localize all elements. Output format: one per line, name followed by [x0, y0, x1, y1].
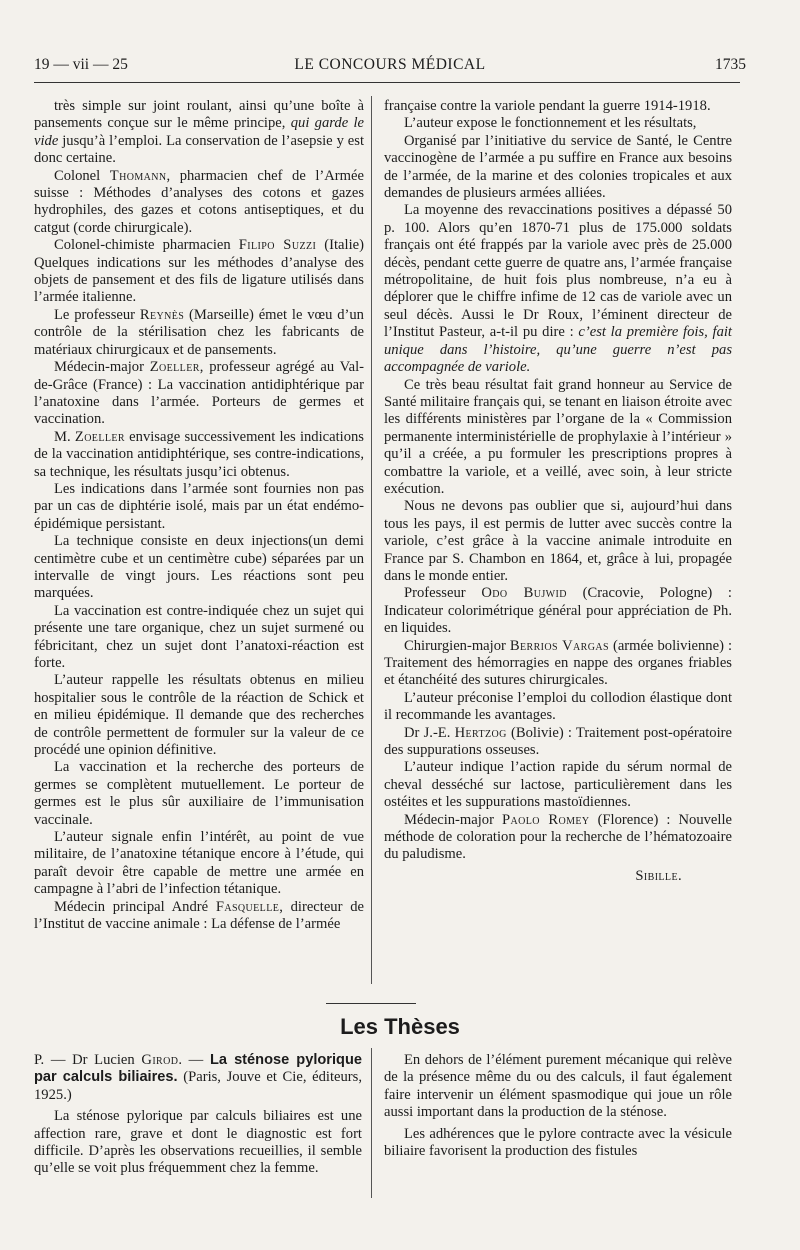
paragraph	[34, 672, 364, 759]
paragraph	[384, 115, 732, 132]
paragraph-text: L’auteur signale enfin l’intérêt, au point de vue militaire, de l’anatoxine tétanique encore à l’étude, qui paraît devoir être capable de mettre une armée en campagne à l’abri de l’infection tétanique.	[34, 829, 364, 898]
thesis-publisher: (Paris, Jouve et Cie, éditeurs, 1925.)	[34, 1069, 362, 1103]
paragraph-text: L’auteur rappelle les résultats obtenus en milieu hospitalier sous le contrôle de la réaction de Schick et en milieu épidémique. Il demande que des recherches de contrôle permettent de formuler sur la valeur de ce procédé une opinion définitive.	[34, 672, 364, 759]
thesis-dash: . —	[178, 1052, 210, 1068]
paragraph-text: L’auteur préconise l’emploi du collodion élastique dont il recommande les avantages.	[384, 689, 732, 724]
paragraph	[34, 759, 364, 829]
paragraph-text: L’auteur expose le fonctionnement et les résultats,	[404, 115, 697, 132]
paragraph-text: (Florence) : Nouvelle méthode de coloration pour la recherche de l’hématozoaire du paludisme.	[384, 811, 732, 863]
paragraph-text: , professeur agrégé au Val-de-Grâce (France) : La vaccination antidiphtérique par l’anatoxine dans l’armée. Porteurs de germes et vaccination.	[34, 359, 364, 428]
paragraph-prefix: Médecin-major	[404, 811, 503, 828]
paragraph-prefix: Colonel-chimiste pharmacien	[54, 237, 239, 254]
paragraph-text: L’auteur indique l’action rapide du sérum normal de cheval desséché sur lactose, particulièrement dans les ostéites et les suppurations mastoïdiennes.	[384, 759, 732, 811]
page-number: 1735	[715, 56, 746, 73]
paragraph	[34, 481, 364, 533]
paragraph-text: (Cracovie, Pologne) : Indicateur colorimétrique général pour appréciation de Ph. en liquides.	[384, 585, 732, 637]
theses-column-divider	[371, 1048, 372, 1198]
header-rule	[34, 82, 740, 83]
issue-date: 19 — vii — 25	[34, 56, 128, 73]
column-divider	[371, 96, 372, 984]
paragraph	[34, 359, 364, 429]
paragraph-prefix: M.	[54, 428, 75, 445]
theses-left-column	[34, 1052, 362, 1178]
running-header	[34, 56, 746, 82]
paragraph-prefix: Dr J.-E.	[404, 724, 455, 741]
author-name: Reynès	[139, 306, 185, 323]
author-name: Paolo Romey	[502, 811, 590, 828]
section-title: Les Thèses	[340, 1014, 460, 1039]
paragraph-text: envisage successivement les indications de la vaccination antidiphtérique, ses contre-indications, sa technique, les résultats jusqu’ici obtenus.	[34, 428, 364, 480]
paragraph-text: (Italie) Quelques indications sur les méthodes d’analyse des objets de pansement et des fils de ligature utilisés dans l’armée italienne.	[34, 237, 364, 306]
paragraph-text: jusqu’à l’emploi. La conservation de l’asepsie y est donc certaine.	[34, 132, 364, 167]
author-name: Zoeller	[149, 359, 200, 376]
paragraph-prefix: Médecin-major	[54, 359, 150, 376]
paragraph	[34, 429, 364, 481]
thesis-paragraph: La sténose pylorique par calculs biliaires est une affection rare, grave et dont le diagnostic est fort difficile. D’après les observations recueillies, il semble qu’elle se voit plus fréquemment chez la femme.	[34, 1108, 362, 1177]
author-name: Hertzog	[454, 724, 507, 741]
paragraph	[34, 899, 364, 934]
italic-text: c’est la première fois, fait unique dans l’histoire, qu’une guerre n’est pas accompagnée de variole.	[384, 324, 732, 376]
paragraph	[384, 133, 732, 203]
paragraph-prefix: Le professeur	[54, 306, 140, 323]
author-name: Zoeller	[74, 428, 125, 445]
paragraph	[384, 725, 732, 760]
paragraph	[34, 237, 364, 307]
author-name: Berrios Vargas	[509, 637, 609, 654]
paragraph	[34, 168, 364, 238]
paragraph	[384, 585, 732, 637]
paragraph-prefix: Professeur	[404, 585, 482, 602]
paragraph-text: Organisé par l’initiative du service de Santé, le Centre vaccinogène de l’armée a pu suffire en France aux besoins de l’armée, de la marine et des colonies tropicales et aux demandes de plusieurs armées alliées.	[384, 132, 732, 202]
theses-right-column	[384, 1052, 732, 1160]
paragraph-text: (Bolivie) : Traitement post-opératoire des suppurations osseuses.	[384, 724, 732, 759]
thesis-paragraph: En dehors de l’élément purement mécanique qui relève de la présence même du ou des calculs, il faut également faire intervenir un élément spasmodique qui joue un rôle aussi important dans la production de la sténose.	[384, 1052, 732, 1121]
paragraph	[34, 98, 364, 168]
section-rule	[326, 1003, 416, 1004]
paragraph-text: très simple sur joint roulant, ainsi qu’une boîte à pansements conçue sur le même principe,	[34, 98, 364, 132]
author-name: Odo Bujwid	[481, 585, 567, 602]
signature: Sibille.	[635, 867, 682, 884]
paragraph-text: (Marseille) émet le vœu d’un contrôle de la stérilisation chez les fabricants de matériaux chirurgicaux et de pansements.	[34, 306, 364, 358]
paragraph-text: (armée bolivienne) : Traitement des hémorragies en nappe des organes friables et étanchéité des sutures chirurgicales.	[384, 637, 732, 689]
paragraph	[384, 690, 732, 725]
paragraph-text: Les indications dans l’armée sont fournies non pas par un cas de diphtérie isolé, mais par un état endémo-épidémique persistant.	[34, 480, 364, 532]
paragraph-text: Ce très beau résultat fait grand honneur au Service de Santé militaire français qui, se tenant en liaison étroite avec les différents ministères par l’organe de la « Commission permanente interministérielle de prophylaxie à l’intérieur » qu’il a créée, a pu formuler les prescriptions propres à combattre la variole, et a veillé, avec soin, à leur stricte exécution.	[384, 376, 732, 497]
paragraph	[34, 829, 364, 899]
paragraph	[384, 498, 732, 585]
right-column	[384, 98, 732, 885]
thesis-paragraph: Les adhérences que le pylore contracte avec la vésicule biliaire favorisent la production des fistules	[384, 1125, 732, 1160]
thesis-title: La sténose pylorique par calculs biliaires.	[34, 1052, 362, 1086]
paragraph	[384, 759, 732, 811]
paragraph	[384, 98, 732, 115]
paragraph-text: La moyenne des revaccinations positives a dépassé 50 p. 100. Alors qu’en 1870-71 plus de 175.000 soldats français ont été frappés par la variole avec près de 25.000 décès, pendant cette guerre de quatre ans, l’armée française métropolitaine, de huit fois plus nombreuse, n’a eu à déplorer que le chiffre infime de 12 cas de variole avec un seul décès. Aussi le Dr Roux, l’éminent directeur de l’Institut Pasteur, a-t-il pu dire :	[384, 202, 732, 341]
journal-title: LE CONCOURS MÉDICAL	[294, 56, 486, 73]
thesis-entry	[34, 1052, 362, 1104]
paragraph	[384, 377, 732, 499]
author-name: Filipo Suzzi	[238, 237, 317, 254]
paragraph	[34, 603, 364, 673]
left-column	[34, 98, 364, 934]
author-name: Thomann	[109, 167, 167, 184]
author-name: Fasquelle	[215, 898, 280, 915]
thesis-author: Girod	[141, 1052, 179, 1068]
paragraph-text: La technique consiste en deux injections(un demi centimètre cube et un centimètre cube) séparées par un intervalle de vingt jours. Les réactions sont peu marquées.	[34, 533, 364, 602]
paragraph	[34, 307, 364, 359]
paragraph-text: française contre la variole pendant la guerre 1914-1918.	[384, 98, 711, 114]
paragraph	[384, 638, 732, 690]
thesis-author-prefix: P. — Dr Lucien	[34, 1052, 142, 1068]
italic-text: qui garde le vide	[34, 115, 365, 149]
paragraph-text: , directeur de l’Institut de vaccine animale : La défense de l’armée	[34, 898, 364, 933]
paragraph-text: La vaccination et la recherche des porteurs de germes se complètent mutuellement. Le porteur de germes est le plus sûr auxiliaire de l’immunisation vaccinale.	[34, 759, 364, 828]
paragraph-text: , pharmacien chef de l’Armée suisse : Méthodes d’analyses des cotons et gazes hydrophiles, des gazes et cotons antiseptiques, et du catgut (corde chirurgicale).	[34, 167, 364, 236]
paragraph-prefix: Chirurgien-major	[404, 637, 510, 654]
paragraph	[384, 202, 732, 376]
paragraph-prefix: Médecin principal André	[54, 898, 216, 915]
paragraph-text: La vaccination est contre-indiquée chez un sujet qui présente une tare organique, chez un sujet surmené ou fébricitant, chez un sujet dont l’anatoxi-réaction est forte.	[34, 602, 364, 671]
paragraph	[34, 533, 364, 603]
paragraph	[384, 812, 732, 864]
paragraph-text: Nous ne devons pas oublier que si, aujourd’hui dans tous les pays, il est permis de lutter avec succès contre la variole, c’est grâce à la vaccine animale introduite en France par S. Chambon en 1864, et, grâce à lui, propagée dans le monde entier.	[384, 498, 732, 584]
paragraph-prefix: Colonel	[54, 167, 110, 184]
